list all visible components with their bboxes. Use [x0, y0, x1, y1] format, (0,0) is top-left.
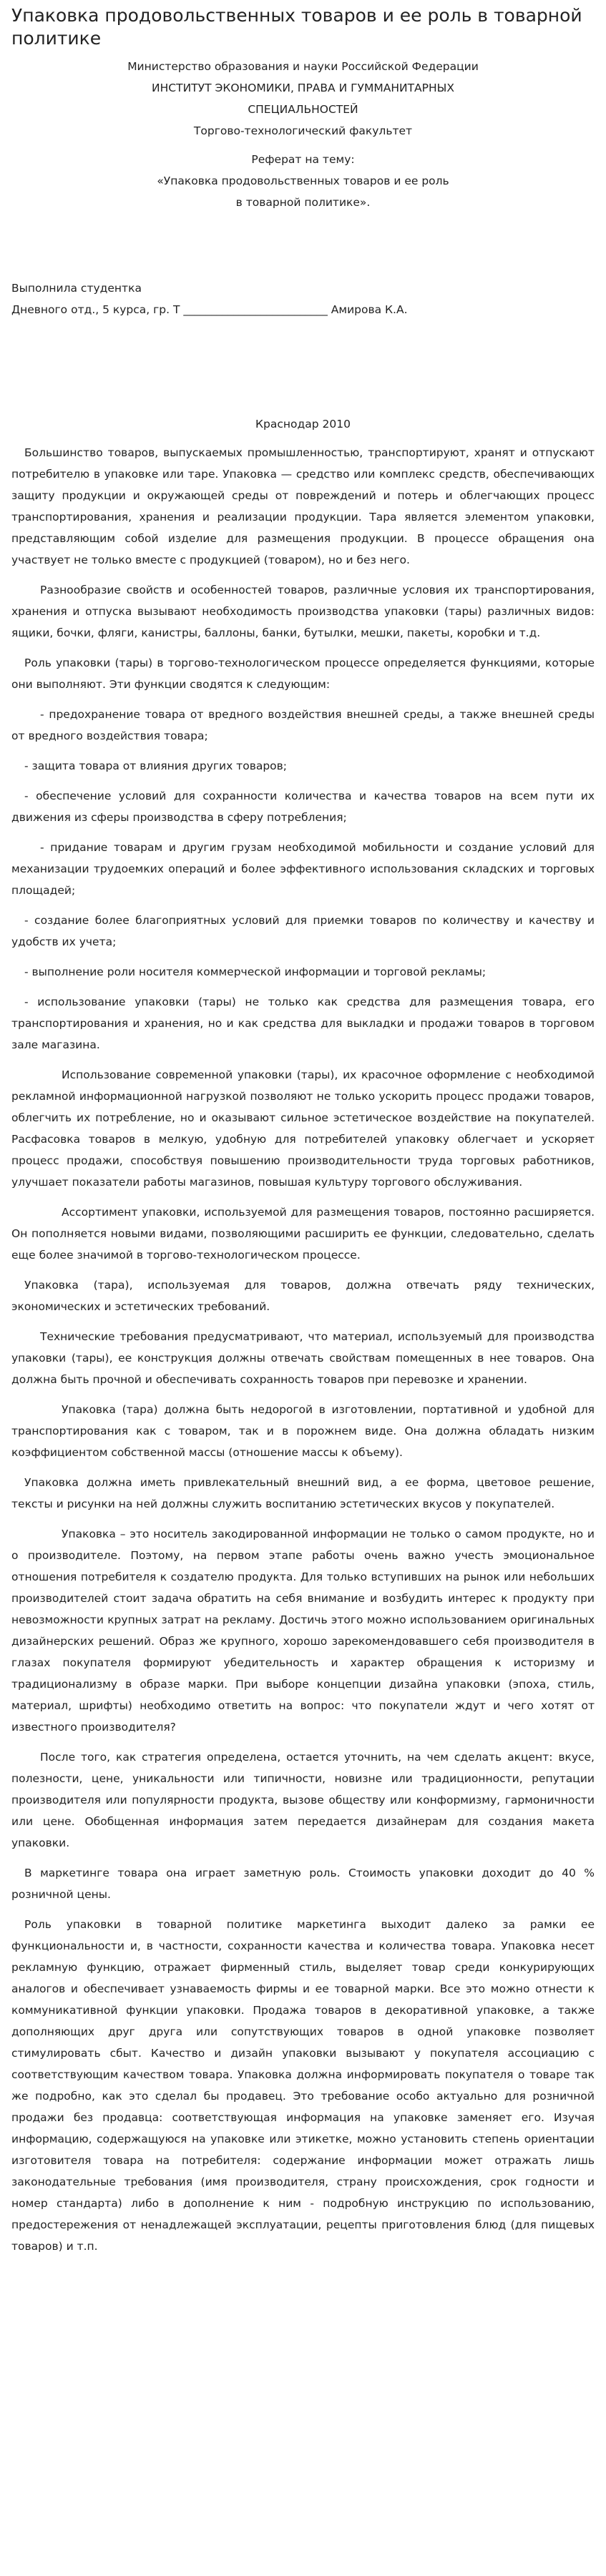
paragraph-intro: Большинство товаров, выпускаемых промышленностью, транспортируют, хранят и отпускают потребителю в упаковке или таре. Упаковка — средство или комплекс средств, обеспечивающих защиту продукции и окружающей среды от повреждений и потерь и облегчающих процесс транспортирования, хранения и реализации продукции. Тара является элементом упаковки, представляющим собой изделие для размещения продукции. В процессе обращения она участвует не только вместе с продукцией (товаром), но и без него.: [11, 446, 595, 566]
list-item-information: - выполнение роли носителя коммерческой информации и торговой рекламы;: [24, 965, 487, 978]
cover-page: [11, 56, 595, 442]
faculty-line: Торгово-технологический факультет: [193, 124, 413, 137]
paragraph-marketing-cost: В маркетинге товара она играет заметную роль. Стоимость упаковки доходит до 40 % розничной цены.: [11, 1867, 595, 1901]
list-item-safety: - обеспечение условий для сохранности количества и качества товаров на всем пути их движения из сферы производства в сферу потребления;: [11, 790, 595, 824]
list-item-protection: - предохранение товара от вредного воздействия внешней среды, а также внешней среды от вредного воздействия товара;: [11, 708, 595, 742]
paragraph-strategy: После того, как стратегия определена, остается уточнить, на чем сделать акцент: вкусе, полезности, цене, уникальности или типичности, новизне или традиционности, репутации производителя или популярности продукта, вызове обществу или конформизму, гармоничности или цене. Обобщенная информация затем передается дизайнерам для создания макета упаковки.: [11, 1751, 595, 1849]
author-label: Выполнила студентка: [11, 282, 142, 295]
paragraph-variety: Разнообразие свойств и особенностей товаров, различные условия их транспортирования, хранения и отпуска вызывают необходимость производства упаковки (тары) различных видов: ящики, бочки, фляги, канистры, баллоны, банки, бутылки, мешки, пакеты, коробки и т.д.: [11, 584, 595, 639]
paragraph-marketing-role: Роль упаковки в товарной политике маркетинга выходит далеко за рамки ее функциональности и, в частности, сохранности качества и количества товара. Упаковка несет рекламную функцию, отражает фирменный стиль, выделяет товар среди конкурирующих аналогов и обеспечивает узнаваемость фирмы и ее товарной марки. Все это можно отнести к коммуникативной функции упаковки. Продажа товаров в декоративной упаковке, а также дополняющих друг друга или сопутствующих товаров в одной упаковке позволяет стимулировать сбыт. Качество и дизайн упаковки вызывают у покупателя ассоциацию с соответствующим качеством товара. Упаковка должна информировать покупателя о товаре так же подробно, как это сделал бы продавец. Это требование особо актуально для розничной продажи без продавца: соответствующая информация на упаковке заменяет его. Изучая информацию, содержащуюся на упаковке или этикетке, можно установить степень ориентации изготовителя товара на потребителя: содержание информации может отражать лишь законодательные требования (имя производителя, страну происхождения, срок годности и номер стандарта) либо в дополнение к ним - подробную инструкцию по использованию, предостережения от ненадлежащей эксплуатации, рецепты приготовления блюд (для пищевых товаров) и т.п.: [11, 1918, 595, 2253]
ministry-line: Министерство образования и науки Российской Федерации: [127, 60, 479, 73]
list-item-isolation: - защита товара от влияния других товаров;: [24, 759, 288, 772]
paragraph-technical: Технические требования предусматривают, что материал, используемый для производства упаковки (тары), ее конструкция должны отвечать свойствам помещенных в нее товаров. Она должна быть прочной и обеспечивать сохранность товаров при перевозке и хранении.: [11, 1330, 595, 1386]
paragraph-information-carrier: Упаковка – это носитель закодированной информации не только о самом продукте, но и о производителе. Поэтому, на первом этапе работы очень важно учесть эмоциональное отношения потребителя к создателю продукта. Для только вступивших на рынок или небольших производителей стоит задача обратить на себя внимание и возбудить интерес к продукту при невозможности крупных затрат на рекламу. Достичь этого можно использованием оригинальных дизайнерских решений. Образ же крупного, хорошо зарекомендовавшего себя производителя в глазах покупателя формируют убедительность и характер обращения к историзму и традиционализму в образе марки. При выборе концепции дизайна упаковки (эпоха, стиль, материал, шрифты) необходимо ответить на вопрос: что покупатели ждут и чего хотят от известного производителя?: [11, 1528, 595, 1734]
paragraph-modern-packaging: Использование современной упаковки (тары), их красочное оформление с необходимой рекламной информационной нагрузкой позволяют не только ускорить процесс продажи товаров, облегчить их потребление, но и оказывают сильное эстетическое воздействие на покупателей. Расфасовка товаров в мелкую, удобную для потребителей упаковку облегчает и ускоряет процесс продажи, способствуя повышению производительности труда торговых работников, улучшает показатели работы магазинов, повышая культуру торгового обслуживания.: [11, 1068, 595, 1189]
list-item-mobility: - придание товарам и другим грузам необходимой мобильности и создание условий для механизации трудоемких операций и более эффективного использования складских и торговых площадей;: [11, 841, 595, 897]
paragraph-assortment: Ассортимент упаковки, используемой для размещения товаров, постоянно расширяется. Он пополняется новыми видами, позволяющими расширить ее функции, следовательно, сделать еще более значимой в торгово-технологическом процессе.: [11, 1206, 595, 1262]
paragraph-aesthetic: Упаковка должна иметь привлекательный внешний вид, а ее форма, цветовое решение, тексты и рисунки на ней должны служить воспитанию эстетических вкусов у покупателей.: [11, 1476, 595, 1510]
paragraph-requirements: Упаковка (тара), используемая для товаров, должна отвечать ряду технических, экономических и эстетических требований.: [11, 1279, 595, 1313]
paragraph-functions: Роль упаковки (тары) в торгово-технологическом процессе определяется функциями, которые они выполняют. Эти функции сводятся к следующим:: [11, 657, 595, 691]
document-title: Упаковка продовольственных товаров и ее роль в товарной политике: [11, 5, 582, 49]
essay-body: [11, 442, 595, 2257]
institute-line: ИНСТИТУТ ЭКОНОМИКИ, ПРАВА И ГУММАНИТАРНЫХ: [152, 82, 454, 94]
report-label: Реферат на тему:: [251, 153, 355, 166]
author-line: Дневного отд., 5 курса, гр. Т __________________________ Амирова К.А.: [11, 303, 408, 316]
list-item-acceptance: - создание более благоприятных условий для приемки товаров по количеству и качеству и удобств их учета;: [11, 914, 595, 948]
topic-line-2: в товарной политике».: [235, 196, 371, 209]
document-page: [0, 4, 606, 2283]
list-item-display: - использование упаковки (тары) не только как средства для размещения товара, его транспортирования и хранения, но и как средства для выкладки и продажи товаров в торговом зале магазина.: [11, 996, 595, 1051]
city-year: Краснодар 2010: [255, 418, 351, 431]
specialties-line: СПЕЦИАЛЬНОСТЕЙ: [248, 103, 358, 116]
paragraph-economic: Упаковка (тара) должна быть недорогой в изготовлении, портативной и удобной для транспортирования как с товаром, так и в порожнем виде. Она должна обладать низким коэффициентом собственной массы (отношение массы к объему).: [11, 1403, 595, 1459]
topic-line-1: «Упаковка продовольственных товаров и ее роль: [157, 174, 449, 187]
